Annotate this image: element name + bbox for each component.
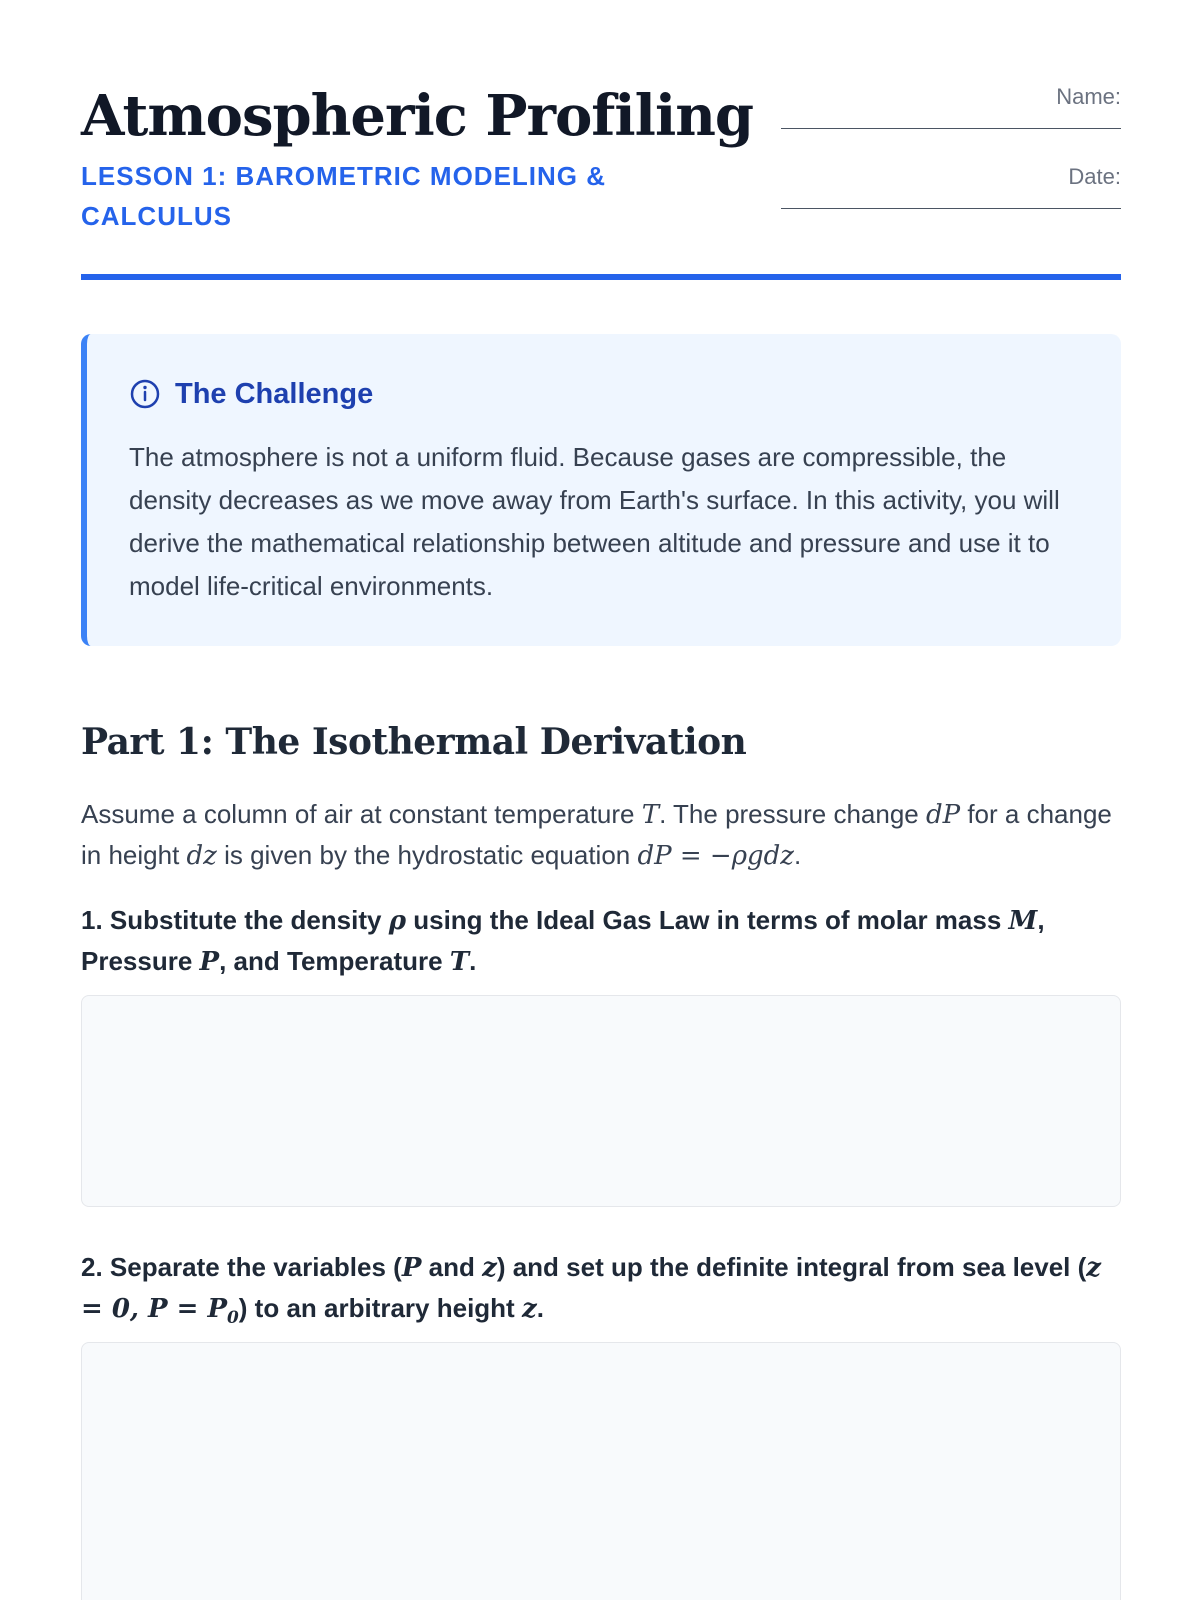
- date-label: Date:: [1068, 164, 1121, 189]
- answer-box-2[interactable]: [81, 1342, 1121, 1600]
- callout-header: [129, 376, 373, 412]
- date-line[interactable]: [781, 208, 1121, 209]
- math-P: P: [401, 1253, 422, 1283]
- hydrostatic-equation: dP = −ρgdz: [637, 841, 794, 871]
- part-1-intro: Assume a column of air at constant temperature T. The pressure change dP for a change in height dz is given by the hydrostatic equation dP = −ρgdz.: [81, 799, 1112, 871]
- answer-box-1[interactable]: [81, 995, 1121, 1207]
- math-z: z: [482, 1253, 497, 1283]
- math-rho: ρ: [388, 906, 407, 936]
- name-field[interactable]: [781, 82, 1121, 129]
- math-subscript-0: 0: [227, 1307, 239, 1328]
- math-T: T: [641, 800, 660, 830]
- math-M: M: [1008, 906, 1038, 936]
- callout-body: The atmosphere is not a uniform fluid. Because gases are compressible, the density decreases as we move away from Earth's surface. In this activity, you will derive the mathematical relationship between altitude and pressure and use it to model life-critical environments.: [129, 442, 1060, 601]
- info-icon: [129, 378, 161, 410]
- challenge-callout: [81, 334, 1121, 646]
- lesson-subtitle: LESSON 1: BAROMETRIC MODELING & CALCULUS: [81, 161, 607, 231]
- math-dP: dP: [925, 800, 961, 830]
- part-1-title: Part 1: The Isothermal Derivation: [81, 721, 747, 763]
- math-T: T: [449, 947, 470, 977]
- header-divider: [81, 274, 1121, 280]
- math-P: P: [199, 947, 220, 977]
- callout-title: The Challenge: [175, 378, 374, 410]
- worksheet-page: [81, 0, 1121, 1328]
- name-label: Name:: [1056, 84, 1121, 109]
- page-title: Atmospheric Profiling: [81, 83, 754, 149]
- date-field[interactable]: [781, 162, 1121, 209]
- math-z: z: [521, 1294, 537, 1324]
- name-line[interactable]: [781, 128, 1121, 129]
- question-1: 1. Substitute the density ρ using the Ideal Gas Law in terms of molar mass M, Pressure P, and Temperature T.: [81, 905, 1045, 977]
- worksheet-header: [81, 0, 1121, 282]
- math-sea-level-condition: z = 0, P = P: [81, 1253, 1102, 1324]
- question-2: 2. Separate the variables (P and z) and set up the definite integral from sea level (z = 0, $P = P_0$) to an arbitrary height z.: [81, 1252, 1102, 1328]
- math-dz: dz: [186, 841, 217, 871]
